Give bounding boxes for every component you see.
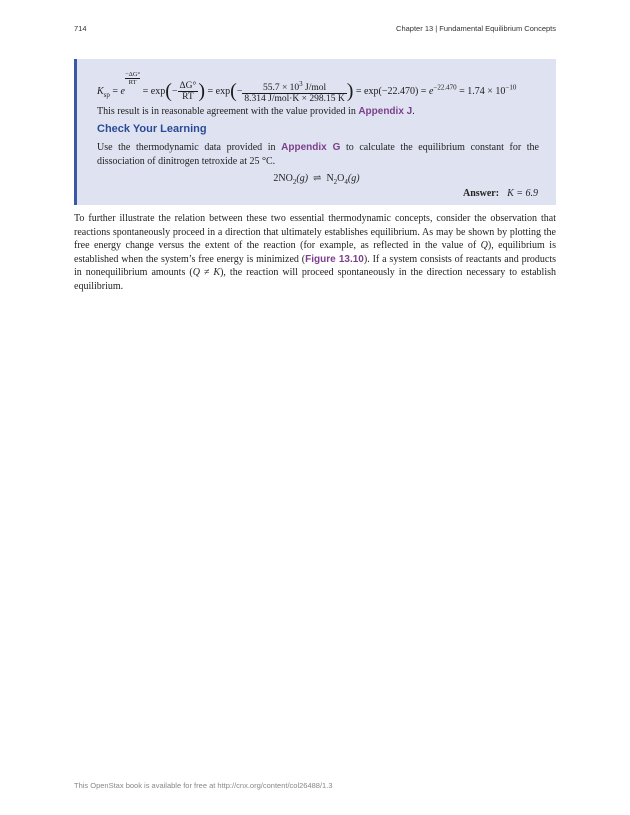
e-symbol-1: e	[120, 86, 125, 97]
body-paragraph: To further illustrate the relation between these two essential thermodynamic concepts, consider the observation that reactions spontaneously proceed in a direction that ultimately establishes equilibrium. As may be shown by plotting the free energy change versus the extent of the reaction (for example, as reflected in the value of Q), equilibrium is established when the system’s free energy is minimized (Figure 13.10). If a system consists of reactants and products in nonequilibrium amounts (Q ≠ K), the reaction will proceed spontaneously in the direction necessary to establish equilibrium.	[74, 213, 557, 292]
equilibrium-equation: $K_{sp} = e$ $\frac{-\Delta G^\circ}{RT} = \exp(-$ $\frac{\Delta G^\circ}{RT}$ ) = exp(− $\frac{55.7 \times 10^3 J/mol}{\text{8.314 J/mol·K × 298.15 K}}$ ) = $\exp(-22.470) = e^{-22.470} = 1.74 \times 10^{-10}$	[97, 71, 517, 104]
answer-label: Answer:	[462, 188, 500, 199]
paren-open: (	[165, 80, 172, 103]
fraction-dg-numerator: ΔG°	[179, 81, 197, 92]
fraction-numeric-denominator: 8.314 J/mol·K × 298.15 K	[244, 93, 345, 104]
appendix-g-link[interactable]: Appendix G	[281, 142, 341, 153]
equals-exp-2: = exp	[142, 86, 166, 97]
figure-13-10-link[interactable]: Figure 13.10	[305, 253, 364, 265]
paren-close: )	[198, 80, 205, 103]
chapter-header: Chapter 13 | Fundamental Equilibrium Concepts	[396, 24, 556, 33]
e-exponent: −22.470	[433, 83, 457, 92]
answer	[463, 188, 538, 199]
equilibrium-arrow: ⇌	[313, 173, 322, 184]
paren-close-2: )	[346, 80, 354, 103]
k-symbol: K	[97, 86, 104, 97]
equals-exp-4: = exp(−22.470) =	[355, 86, 427, 97]
appendix-j-link[interactable]: Appendix J	[358, 106, 413, 117]
exponent-numerator: −ΔG°	[125, 71, 141, 78]
exponent-denominator: RT	[128, 79, 137, 86]
page-number: 714	[74, 24, 87, 33]
equals-exp-3: = exp	[207, 86, 231, 97]
final-exponent: −10	[505, 83, 517, 92]
k-subscript: sp	[103, 91, 110, 99]
footer-note: This OpenStax book is available for free at http://cnx.org/content/col26488/1.3	[74, 781, 333, 790]
result-sentence: This result is in reasonable agreement with the value provided in Appendix J.	[97, 106, 415, 117]
example-box	[74, 59, 556, 205]
fraction-numeric	[242, 80, 346, 104]
dissociation-reaction: $2NO_2(g)$ ⇌ $N_2O_4(g)$	[273, 173, 360, 186]
paren-open-2: (	[230, 80, 237, 103]
check-your-learning-heading: Check Your Learning	[97, 123, 207, 135]
e-symbol-2: e	[428, 86, 434, 97]
check-your-learning-text: Use the thermodynamic data provided in Appendix G to calculate the equilibrium constant for the dissociation of dinitrogen tetroxide at 25 °C.	[97, 142, 539, 167]
equals-final: = 1.74 × 10	[459, 86, 506, 97]
exponent-fraction	[125, 71, 140, 86]
answer-value: K = 6.9	[507, 188, 538, 199]
equals-1: =	[112, 86, 119, 97]
fraction-numeric-numerator: $55.7 \times 10^3$ J/mol	[242, 80, 346, 94]
fraction-dg-denominator: RT	[182, 92, 194, 103]
fraction-dg-rt	[178, 81, 199, 102]
